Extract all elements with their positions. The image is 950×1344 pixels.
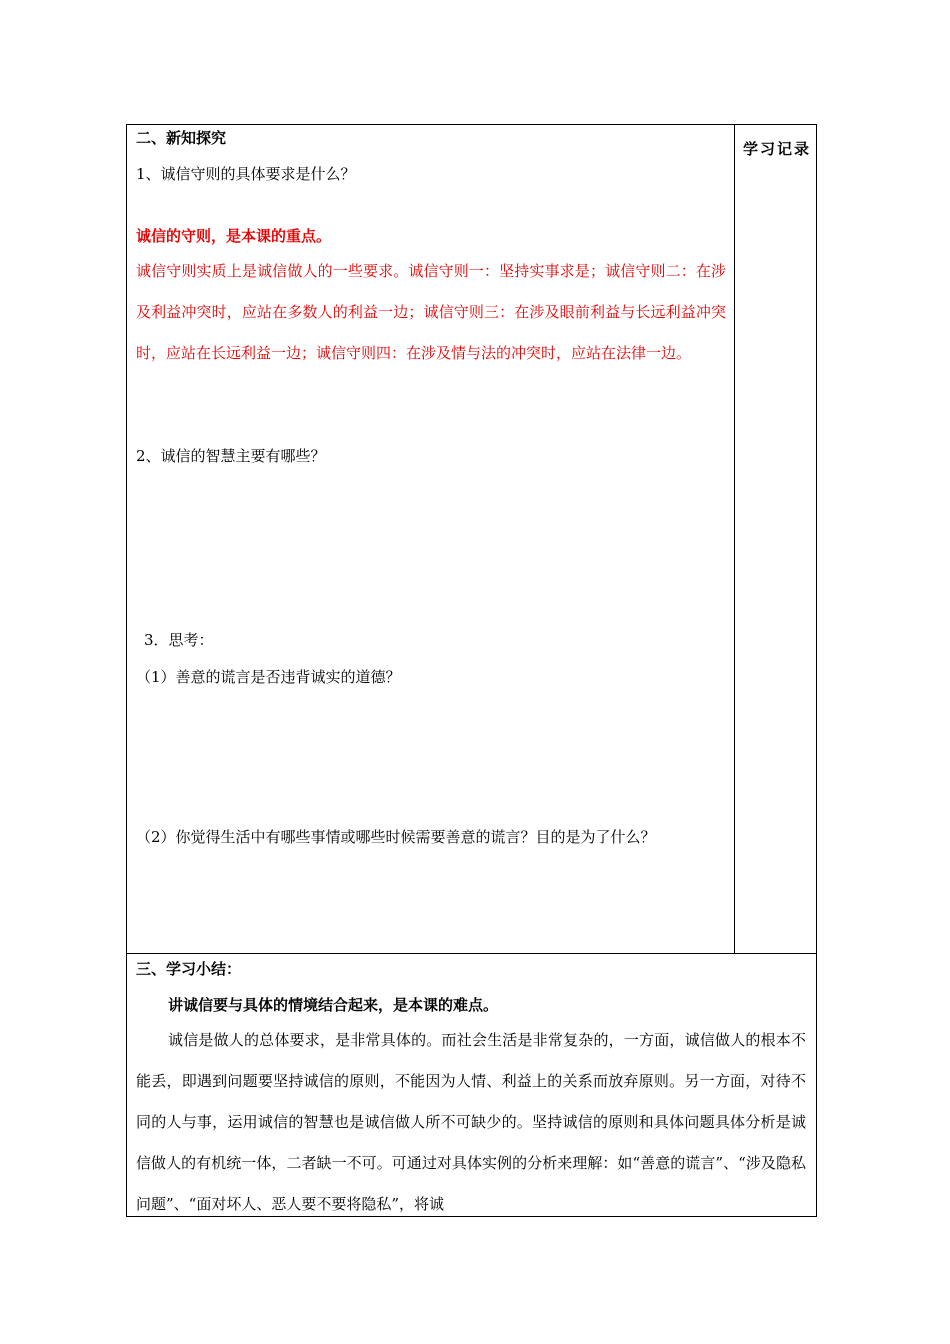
difficulty-note: 讲诚信要与具体的情境结合起来，是本课的难点。 <box>168 996 499 1014</box>
new-knowledge-cell <box>127 125 735 954</box>
section3-heading: 三、学习小结： <box>136 960 242 978</box>
section2-heading: 二、新知探究 <box>136 129 227 147</box>
answer-1-paragraph: 诚信守则实质上是诚信做人的一些要求。诚信守则一：坚持实事求是；诚信守则二：在涉及利益冲突时，应站在多数人的利益一边；诚信守则三：在涉及眼前利益与长远利益冲突时，应站在长远利益一边；诚信守则四：在涉及情与法的冲突时，应站在法律一边。 <box>136 262 726 362</box>
question-3-heading: 3．思考： <box>144 631 214 649</box>
study-notes-title: 学习记录 <box>743 140 812 158</box>
question-3-1: （1）善意的谎言是否违背诚实的道德？ <box>136 668 401 686</box>
question-1: 1、诚信守则的具体要求是什么？ <box>136 165 356 183</box>
study-notes-cell <box>735 125 817 954</box>
question-3-2: （2）你觉得生活中有哪些事情或哪些时候需要善意的谎言？目的是为了什么？ <box>136 828 656 846</box>
question-2: 2、诚信的智慧主要有哪些？ <box>136 447 326 465</box>
key-point-note: 诚信的守则，是本课的重点。 <box>136 227 332 245</box>
summary-cell <box>127 954 817 1217</box>
summary-paragraph: 诚信是做人的总体要求，是非常具体的。而社会生活是非常复杂的，一方面，诚信做人的根本不能丢，即遇到问题要坚持诚信的原则，不能因为人情、利益上的关系而放弃原则。另一方面，对待不同的人与事，运用诚信的智慧也是诚信做人所不可缺少的。坚持诚信的原则和具体问题具体分析是诚信做人的有机统一体，二者缺一不可。可通过对具体实例的分析来理解：如“善意的谎言”、“涉及隐私问题”、“面对坏人、恶人要不要将隐私”，将诚 <box>136 1031 806 1213</box>
study-table <box>126 124 817 1217</box>
